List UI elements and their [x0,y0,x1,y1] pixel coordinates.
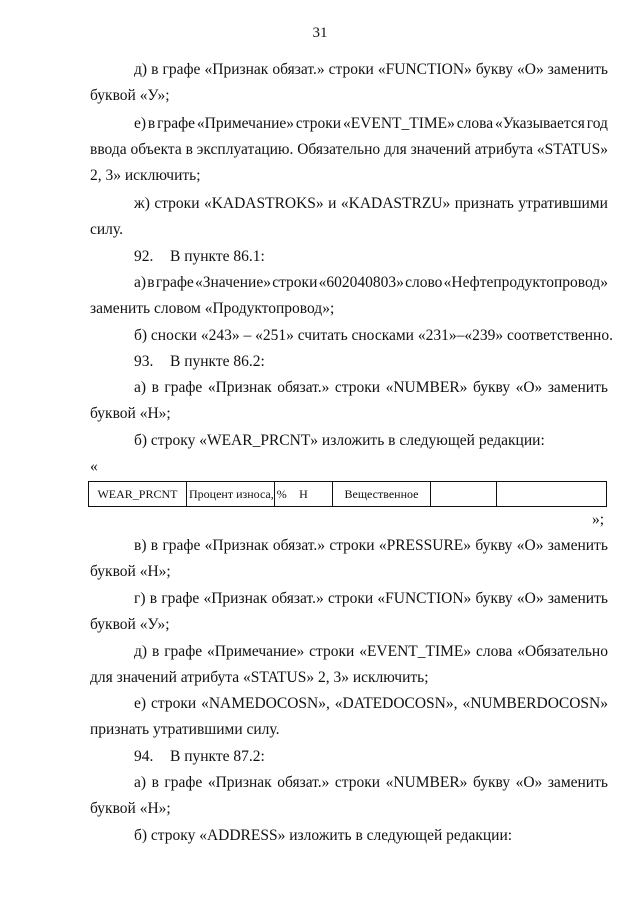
word: «О» [515,774,543,791]
opening-quote: « [90,458,98,475]
word: атрибута [474,141,534,158]
word: «Признак [207,774,272,791]
word: «NUMBER» [385,774,468,791]
paragraph-heading: В пункте 86.2: [170,353,265,370]
text-line: б) строку «ADDRESS» изложить в следующей редакции: [134,827,513,844]
word: в [147,115,156,132]
word: строки [334,774,381,791]
text-line [134,60,608,80]
word: г) [134,590,146,607]
text-line: буквой «Н»; [90,405,171,422]
word: «NUMBER» [385,379,468,396]
word: «NUMBERDOCOSN» [462,695,608,712]
word: «О» [516,590,544,607]
word: обязат.» [272,537,326,554]
word: графе [164,379,203,396]
paragraph-heading: В пункте 86.1: [170,248,265,265]
word: д) [134,643,148,660]
word: «DATEDOCOSN», [334,695,458,712]
word: строки [329,537,375,554]
paragraph-number: 93. [134,353,154,370]
word: для [383,141,407,158]
word: «EVENT_TIME» [359,643,472,660]
word: строки [154,195,200,212]
word: «Признак [204,537,269,554]
text-line: буквой «У»; [90,87,170,104]
word: д) [134,61,148,78]
word: заменить [547,774,608,791]
text-line: силу. [90,221,123,238]
word: обязат.» [277,379,330,396]
word: в [151,61,159,78]
word: заменить [547,61,608,78]
word: а) [134,274,147,291]
word: а) [134,379,147,396]
table-cell: Н [275,482,333,507]
word: графе [162,537,201,554]
word: букву [475,537,513,554]
word: в [150,537,159,554]
word: графе [157,115,196,132]
word: букву [472,774,511,791]
word: строки [328,590,374,607]
word: слова [456,115,494,132]
closing-quote: »; [592,511,605,528]
text-line [134,273,608,293]
word: «О» [515,379,543,396]
word: а) [134,774,147,791]
text-line: для значений атрибута «STATUS» 2, 3» исключить; [90,669,429,686]
table-cell [497,482,607,507]
text-line [134,773,608,793]
word: графе [161,590,200,607]
table-cell: Вещественное [333,482,431,507]
word: в) [134,537,147,554]
text-line: б) строку «WEAR_PRCNT» изложить в следующей редакции: [134,432,545,449]
word: в [151,379,159,396]
text-line: буквой «У»; [90,616,170,633]
word: объекта [130,141,182,158]
text-line: заменить словом «Продуктопровод»; [90,300,335,317]
table-cell: WEAR_PRCNT [89,482,187,507]
word: букву [475,61,513,78]
word: «О» [517,61,544,78]
word: графе [164,774,203,791]
word: и [328,195,337,212]
table-row [89,482,607,507]
word: в [185,141,193,158]
word: е) [134,115,147,132]
text-line [134,114,608,134]
word: обязат.» [272,61,325,78]
text-line [134,642,608,662]
word: «FUNCTION» [377,61,472,78]
word: ввода [90,141,127,158]
word: обязат.» [277,774,330,791]
word: «Примечание» [196,115,295,132]
word: строки [272,274,318,291]
text-line [134,378,608,398]
text-line: признать утратившими силу. [90,721,280,738]
word: заменить [547,379,608,396]
word: строки [150,695,197,712]
word: обязат.» [271,590,324,607]
word: «Обязательно [517,643,608,660]
word: строки [334,379,381,396]
word: «602040803» [318,274,404,291]
word: графе [164,643,203,660]
word: «Признак [203,590,268,607]
word: «Примечание» [207,643,305,660]
word: «О» [516,537,544,554]
word: ж) [134,195,150,212]
word: в [149,590,158,607]
paragraph-heading: В пункте 87.2: [170,748,265,765]
word: «NAMEDOCOSN», [201,695,330,712]
word: букву [475,590,513,607]
word: «STATUS» [536,141,608,158]
text-line: 2, 3» исключить; [90,167,201,184]
word: значений [410,141,471,158]
text-line [134,694,608,714]
text-line [134,194,608,214]
word: в [151,774,159,791]
word: признать [454,195,514,212]
word: заменить [547,537,608,554]
word: «Признак [204,61,269,78]
word: «Указывается [494,115,585,132]
table-cell: Процент износа, % [187,482,275,507]
paragraph-number: 92. [134,248,154,265]
word: слово [405,274,443,291]
word: строки [328,61,374,78]
text-line [134,536,608,556]
word: год [586,115,608,132]
word: «FUNCTION» [377,590,472,607]
word: в [151,643,160,660]
word: строки [309,643,355,660]
page-number: 31 [312,25,328,41]
word: «KADASTROKS» [203,195,324,212]
text-line: б) сноски «243» – «251» считать сносками «231»–«239» соответственно. [134,327,613,344]
text-line: буквой «Н»; [90,563,171,580]
word: слова [476,643,513,660]
word: заменить [547,590,608,607]
attribute-table [88,481,607,507]
word: «EVENT_TIME» [342,115,455,132]
word: утратившими [518,195,608,212]
word: Обязательно [297,141,381,158]
paragraph-number: 94. [134,748,154,765]
word: «KADASTRZU» [340,195,451,212]
table-cell [431,482,497,507]
text-line: буквой «Н»; [90,800,171,817]
word: «Нефтепродуктопровод» [443,274,608,291]
word: «Признак [207,379,272,396]
word: букву [472,379,511,396]
word: эксплуатацию. [196,141,294,158]
word: строки [295,115,342,132]
word: «PRESSURE» [378,537,471,554]
word: в [147,274,155,291]
text-line [90,140,608,160]
text-line [134,589,608,609]
word: графе [155,274,194,291]
word: графе [162,61,201,78]
word: «Значение» [195,274,271,291]
word: е) [134,695,147,712]
